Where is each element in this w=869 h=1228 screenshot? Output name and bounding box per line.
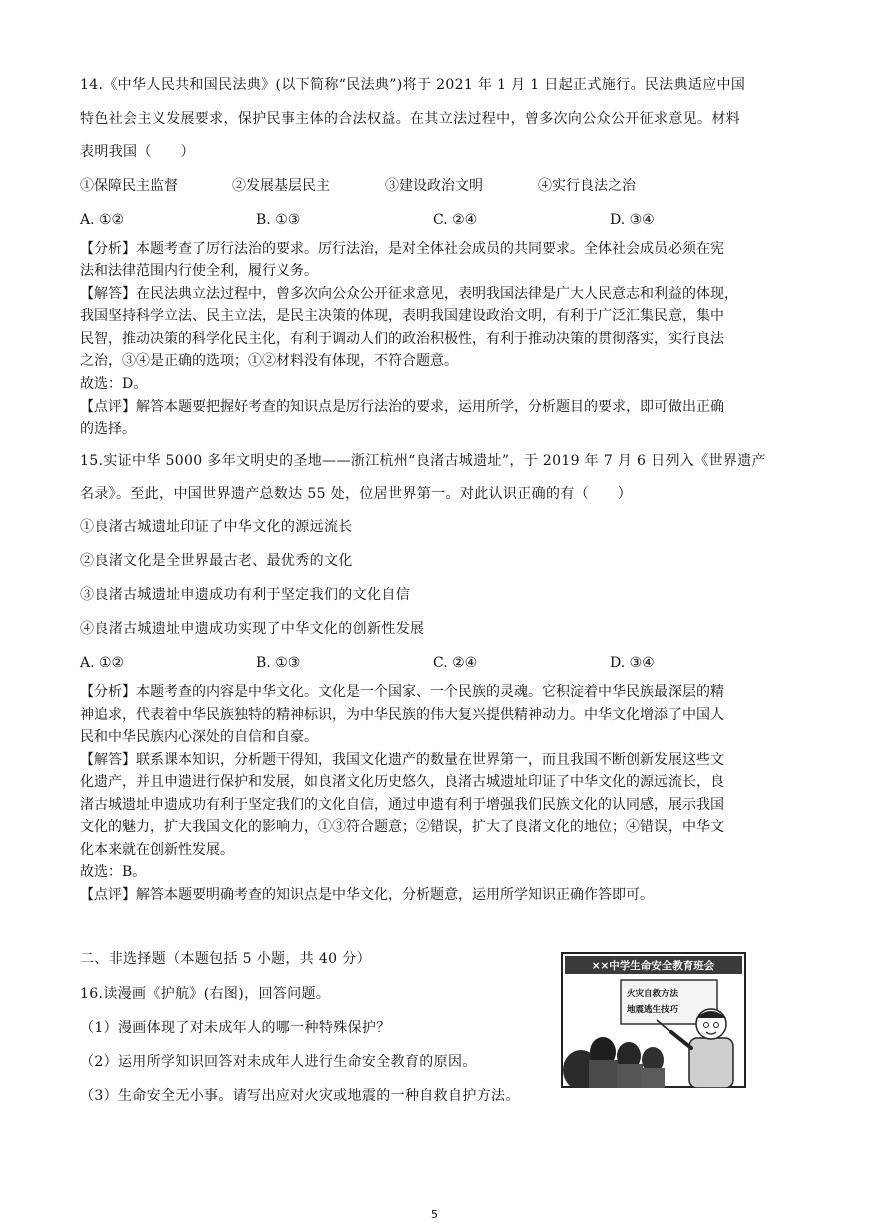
q14-answer-line-1: 【解答】在民法典立法过程中，曾多次向公众公开征求意见，表明我国法律是广大人民意志和利益的体现，	[80, 286, 738, 302]
q15-comment: 【点评】解答本题要明确考查的知识点是中华文化，分析题意，运用所学知识正确作答即可。	[80, 887, 654, 903]
q16-part-2: （2）运用所学知识回答对未成年人进行生命安全教育的原因。	[80, 1054, 477, 1070]
q15-analysis-line-1: 【分析】本题考查的内容是中华文化。文化是一个国家、一个民族的灵魂。它积淀着中华民族最深层的精	[80, 684, 724, 700]
q15-item-4: ④良渚古城遗址申遗成功实现了中华文化的创新性发展	[80, 621, 425, 637]
q14-answer-line-2: 我国坚持科学立法、民主立法，是民主决策的体现，表明我国建设政治文明，有利于广泛汇集民意，集中	[80, 308, 724, 324]
q15-stem-line-1: 15.实证中华 5000 多年文明史的圣地——浙江杭州“良渚古城遗址”，于 2019 年 7 月 6 日列入《世界遗产	[80, 453, 766, 469]
q14-item-3: ③建设政治文明	[385, 178, 483, 194]
q15-item-3: ③良渚古城遗址申遗成功有利于坚定我们的文化自信	[80, 587, 411, 603]
q14-option-d: D. ③④	[610, 212, 655, 228]
cartoon-illustration	[561, 952, 746, 1088]
q15-option-a: A. ①②	[80, 655, 125, 671]
q15-answer-line-5: 化本来就在创新性发展。	[80, 842, 234, 858]
q14-option-c: C. ②④	[433, 212, 478, 228]
q14-comment-line-2: 的选择。	[80, 421, 136, 437]
q14-item-1: ①保障民主监督	[80, 178, 178, 194]
q15-option-b: B. ①③	[256, 655, 301, 671]
q14-item-4: ④实行良法之治	[538, 178, 636, 194]
q16-stem: 16.读漫画《护航》(右图)，回答问题。	[80, 986, 331, 1002]
q14-stem-line-1: 14.《中华人民共和国民法典》(以下简称“民法典”)将于 2021 年 1 月 1 日起正式施行。民法典适应中国	[80, 77, 746, 93]
q14-comment-line-1: 【点评】解答本题要把握好考查的知识点是厉行法治的要求，运用所学，分析题目的要求，即可做出正确	[80, 399, 724, 415]
q15-analysis-line-2: 神追求，代表着中华民族独特的精神标识，为中华民族的伟大复兴提供精神动力。中华文化增添了中国人	[80, 707, 724, 723]
q15-analysis-line-3: 民和中华民族内心深处的自信和自豪。	[80, 729, 318, 745]
q15-choice: 故选：B。	[80, 864, 147, 880]
q15-stem-line-2: 名录》。至此，中国世界遗产总数达 55 处，位居世界第一。对此认识正确的有（ ）	[80, 486, 633, 502]
q15-answer-line-3: 渚古城遗址申遗成功有利于坚定我们的文化自信，通过申遗有利于增强我们民族文化的认同感，展示我国	[80, 797, 724, 813]
q14-option-b: B. ①③	[256, 212, 301, 228]
q15-option-d: D. ③④	[610, 655, 655, 671]
q14-item-2: ②发展基层民主	[232, 178, 330, 194]
q15-item-2: ②良渚文化是全世界最古老、最优秀的文化	[80, 553, 353, 569]
q14-choice: 故选：D。	[80, 376, 148, 392]
q16-part-3: （3）生命安全无小事。请写出应对火灾或地震的一种自救自护方法。	[80, 1088, 520, 1104]
cartoon-board-line-2: 地震逃生技巧	[627, 1005, 679, 1015]
q14-stem-line-3: 表明我国（ ）	[80, 144, 195, 160]
section-heading: 二、非选择题（本题包括 5 小题，共 40 分）	[80, 951, 371, 967]
q14-answer-line-3: 民智，推动决策的科学化民主化，有利于调动人们的政治积极性，有利于推动决策的贯彻落实，实行良法	[80, 331, 724, 347]
q15-item-1: ①良渚古城遗址印证了中华文化的源远流长	[80, 519, 353, 535]
q15-answer-line-1: 【解答】联系课本知识，分析题干得知，我国文化遗产的数量在世界第一，而且我国不断创新发展这些文	[80, 752, 724, 768]
q14-stem-line-2: 特色社会主义发展要求，保护民事主体的合法权益。在其立法过程中，曾多次向公众公开征求意见。材料	[80, 111, 741, 127]
q14-option-a: A. ①②	[80, 212, 125, 228]
q14-answer-line-4: 之治，③④是正确的选项；①②材料没有体现，不符合题意。	[80, 353, 458, 369]
page-number: 5	[431, 1208, 438, 1221]
q15-answer-line-4: 文化的魅力，扩大我国文化的影响力，①③符合题意；②错误，扩大了良渚文化的地位；④错误，中华文	[80, 819, 724, 835]
q16-part-1: （1）漫画体现了对未成年人的哪一种特殊保护？	[80, 1020, 391, 1036]
q15-answer-line-2: 化遗产，并且申遗进行保护和发展，如良渚文化历史悠久，良渚古城遗址印证了中华文化的源远流长，良	[80, 774, 724, 790]
q14-analysis-line-2: 法和法律范围内行使全利，履行义务。	[80, 263, 318, 279]
q14-analysis-line-1: 【分析】本题考查了厉行法治的要求。厉行法治，是对全体社会成员的共同要求。全体社会成员必须在宪	[80, 241, 724, 257]
cartoon-banner: ××中学生命安全教育班会	[591, 960, 715, 972]
q15-option-c: C. ②④	[433, 655, 478, 671]
cartoon-board-line-1: 火灾自救方法	[627, 989, 679, 999]
